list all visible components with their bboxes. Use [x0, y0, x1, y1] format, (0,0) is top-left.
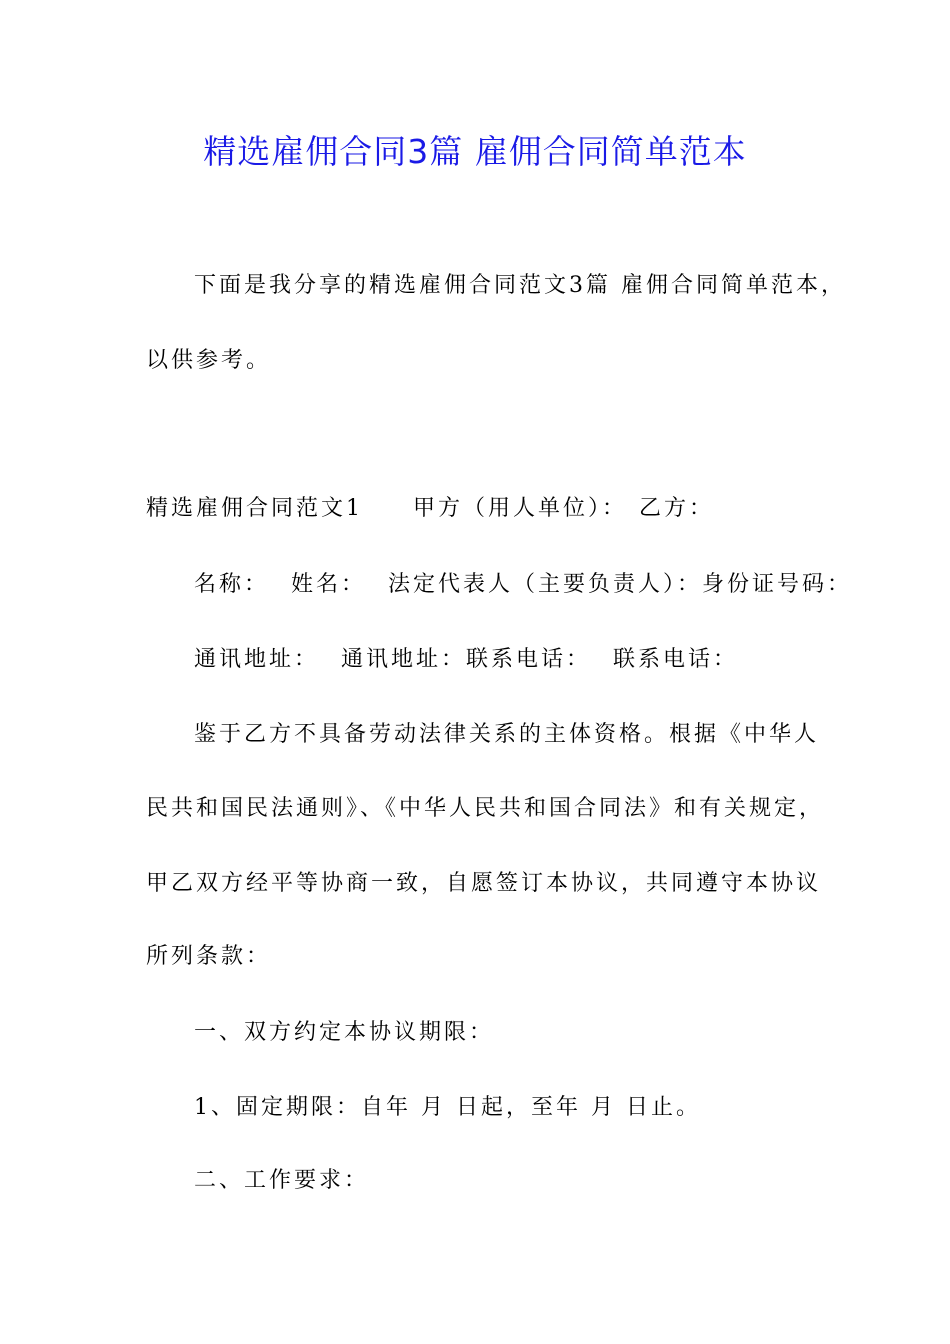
party-a-label: 甲方（用人单位）：: [413, 496, 628, 521]
party-b-label: 乙方：: [639, 496, 715, 521]
person-name-label: 姓名：: [291, 572, 367, 597]
preamble-line-2: 民共和国民法通则》、《中华人民共和国合同法》和有关规定，: [146, 796, 825, 821]
section-1-heading: 精选雇佣合同范文1: [146, 496, 363, 521]
preamble-line-4: 所列条款：: [146, 944, 272, 969]
clause-one-item-1: 1、固定期限：自年 月 日起，至年 月 日止。: [194, 1095, 701, 1120]
document-title: 精选雇佣合同3篇 雇佣合同简单范本: [203, 132, 747, 171]
legal-rep-label: 法定代表人（主要负责人）：身份证号码：: [388, 572, 853, 597]
preamble-line-1: 鉴于乙方不具备劳动法律关系的主体资格。根据《中华人: [194, 722, 820, 747]
section-1-header-row: [146, 493, 714, 525]
intro-line-1: 下面是我分享的精选雇佣合同范文3篇 雇佣合同简单范本，: [194, 273, 846, 298]
phone-b-label: 联系电话：: [613, 647, 739, 672]
intro-line-2: 以供参考。: [146, 348, 272, 373]
fields-row-2: [194, 644, 738, 676]
clause-two-heading: 二、工作要求：: [194, 1168, 370, 1193]
address-a-label: 通讯地址：: [194, 647, 320, 672]
fields-row-1: [194, 569, 852, 601]
preamble-line-3: 甲乙双方经平等协商一致，自愿签订本协议，共同遵守本协议: [146, 871, 822, 896]
clause-one-heading: 一、双方约定本协议期限：: [194, 1020, 495, 1045]
address-b-phone-label: 通讯地址：联系电话：: [341, 647, 592, 672]
name-label: 名称：: [194, 572, 270, 597]
